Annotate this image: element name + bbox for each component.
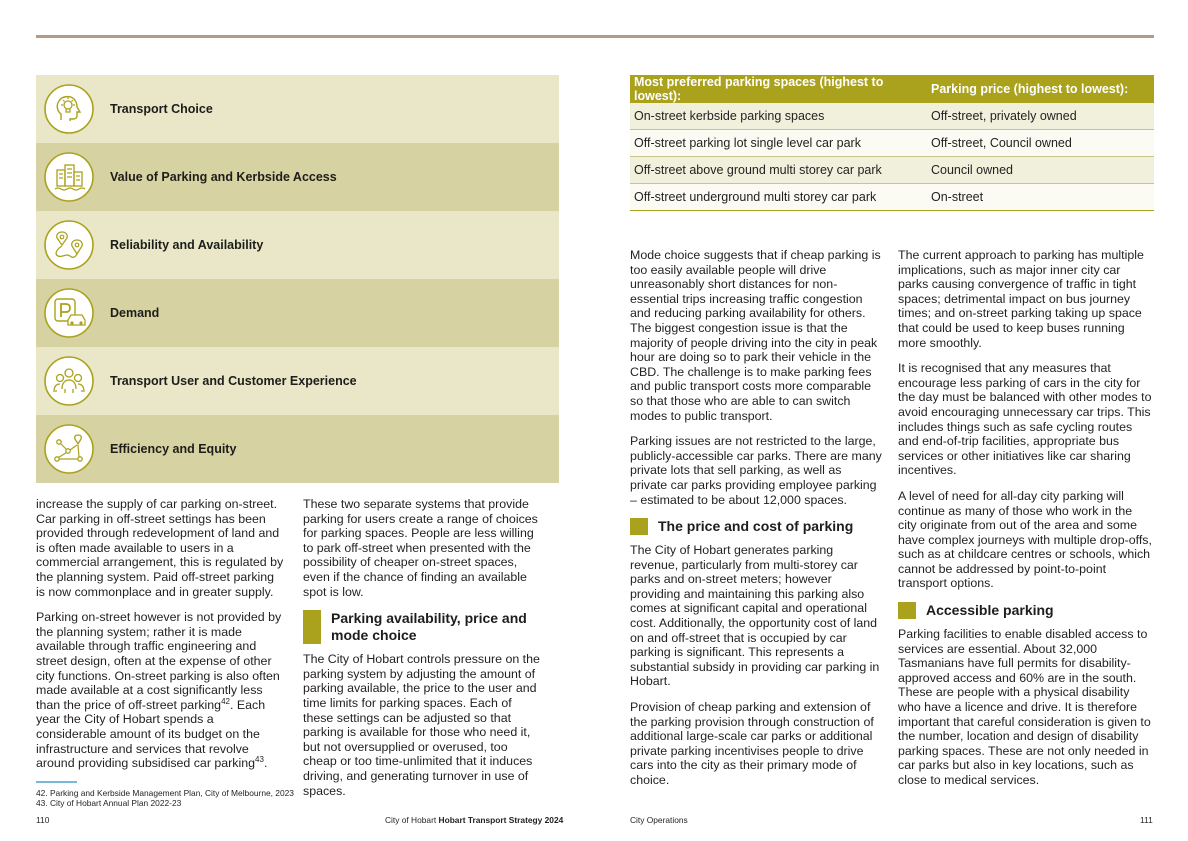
paragraph: Provision of cheap parking and extension of the parking provision through construction of additional large-scale car parks or additional private parking incentivises people to drive cars into the city as their primary mode of choice.	[630, 700, 874, 787]
table-cell: Off-street, Council owned	[927, 130, 1154, 157]
theme-label: Demand	[110, 306, 160, 320]
paragraph: The City of Hobart controls pressure on the parking system by adjusting the amount of parking available, the price to the user and time limits for parking spaces. Each of these settings can be adjusted so that parking is available for those who need it, but not oversupplied or overused, too cheap or too time-unlimited that it induces driving, and generating turnover in use of spaces.	[303, 652, 540, 798]
table-row	[630, 103, 1154, 130]
section-name: City Operations	[630, 815, 688, 825]
section-heading	[630, 518, 882, 535]
theme-label: Reliability and Availability	[110, 238, 264, 252]
paragraph: The current approach to parking has multiple implications, such as major inner city car parks causing convergence of traffic in tight spaces; detrimental impact on bus journey times; and on-street parking taking up space that could be used to keep buses running more smoothly.	[898, 248, 1144, 350]
head-lightbulb-icon	[44, 84, 94, 134]
table-row	[630, 130, 1154, 157]
table-cell: Council owned	[927, 157, 1154, 184]
theme-row-value-of-parking	[36, 143, 559, 211]
table-cell: On-street	[927, 184, 1154, 211]
theme-row-efficiency	[36, 415, 559, 483]
left-page-number: 110	[36, 815, 50, 825]
parking-car-icon	[44, 288, 94, 338]
theme-row-transport-choice	[36, 75, 559, 143]
top-rule	[36, 35, 1154, 38]
heading-accent-bar	[898, 602, 916, 619]
route-pin-icon	[44, 220, 94, 270]
right-column-2	[898, 248, 1154, 799]
theme-label: Transport User and Customer Experience	[110, 374, 357, 388]
table-header-preferred-spaces: Most preferred parking spaces (highest to lowest):	[630, 75, 927, 103]
heading-accent-bar	[303, 610, 321, 644]
network-nodes-icon	[44, 424, 94, 474]
section-heading	[898, 602, 1154, 619]
section-heading	[303, 610, 543, 644]
heading-text: The price and cost of parking	[658, 518, 854, 535]
heading-text: Accessible parking	[926, 602, 1054, 619]
heading-text: Parking availability, price and mode choice	[331, 610, 527, 644]
city-buildings-icon	[44, 152, 94, 202]
paragraph: Parking facilities to enable disabled access to services are essential. About 32,000 Tasmanians have full permits for disability-approved access and 60% are in the south. These are people with a physical disability who have a licence and drive. It is therefore important that careful consideration is given to the number, location and design of disability parking spaces. These are not only needed in car parks but also in key locations, such as close to medical services.	[898, 627, 1151, 787]
paragraph: The City of Hobart generates parking revenue, particularly from multi-storey car parks and on-street meters; however providing and maintaining this parking also comes at significant capital and operational cost. Additionally, the opportunity cost of land on and off-street that is occupied by car parking is significant. This represents a substantial subsidy in providing car parking in Hobart.	[630, 543, 880, 689]
paragraph: Parking on-street however is not provided by the planning system; rather it is made available through traffic engineering and street design, often at the expense of other city functions. On-street parking is also often made available at a cost significantly less than the price of off-street parking$^{42}$. Each year the City of Hobart spends a considerable amount of its budget on the infrastructure and services that revolve around providing subsidised car parking$^{43}$.	[36, 610, 282, 771]
footnote: 42. Parking and Kerbside Management Plan, City of Melbourne, 2023	[36, 788, 294, 798]
footnote-ref: 43	[255, 754, 264, 764]
table-header-row	[630, 75, 1154, 103]
theme-label: Efficiency and Equity	[110, 442, 237, 456]
theme-row-demand	[36, 279, 559, 347]
theme-label: Transport Choice	[110, 102, 213, 116]
theme-label: Value of Parking and Kerbside Access	[110, 170, 337, 184]
paragraph: A level of need for all-day city parking will continue as many of those who work in the city originate from out of the area and some have complex journeys with multiple drop-offs, such as at childcare centres or schools, which cannot be addressed by point-to-point transport options.	[898, 488, 1152, 591]
table-cell: Off-street above ground multi storey car park	[630, 157, 927, 184]
table-cell: Off-street, privately owned	[927, 103, 1154, 130]
paragraph: Mode choice suggests that if cheap parking is too easily available people will drive unreasonably short distances for non-essential trips increasing traffic congestion and reducing parking availability for others. The biggest congestion issue is that the majority of people driving into the city in peak hour are doing so to park their vehicle in the CBD. The challenge is to make parking fees and public transport costs more comparable so that those who are able to can switch modes to public transport.	[630, 248, 881, 423]
footnote-ref: 42	[221, 696, 230, 706]
paragraph: It is recognised that any measures that encourage less parking of cars in the city for the day must be balanced with other modes to avoid encouraging unnecessary car trips. This includes things such as safe cycling routes and end-of-trip facilities, appropriate bus services or other initiatives like car sharing incentives.	[898, 361, 1152, 478]
right-page-number: 111	[1140, 815, 1153, 825]
table-row	[630, 184, 1154, 211]
theme-row-reliability	[36, 211, 559, 279]
left-column-2	[303, 497, 543, 809]
theme-row-customer-experience	[36, 347, 559, 415]
heading-accent-bar	[630, 518, 648, 535]
paragraph: increase the supply of car parking on-street. Car parking in off-street settings has been provided through redevelopment of land and is often made available to users in a commercial arrangement, this is regulated by the planning system. Paid off-street parking is now commonplace and in greater supply.	[36, 497, 284, 599]
paragraph: Parking issues are not restricted to the large, publicly-accessible car parks. There are many private lots that sell parking, as well as private car parks providing employee parking – estimated to be about 12,000 spaces.	[630, 434, 882, 507]
table-cell: On-street kerbside parking spaces	[630, 103, 927, 130]
parking-preference-table	[630, 75, 1154, 211]
table-cell: Off-street underground multi storey car park	[630, 184, 927, 211]
table-row	[630, 157, 1154, 184]
people-group-icon	[44, 356, 94, 406]
footnote: 43. City of Hobart Annual Plan 2022-23	[36, 798, 182, 808]
right-column-1	[630, 248, 882, 799]
paragraph: These two separate systems that provide parking for users create a range of choices for parking spaces. People are less willing to park off-street when presented with the possibility of cheaper on-street spaces, even if the chance of finding an available spot is low.	[303, 497, 538, 599]
table-header-parking-price: Parking price (highest to lowest):	[927, 75, 1154, 103]
table-cell: Off-street parking lot single level car park	[630, 130, 927, 157]
left-column-1	[36, 497, 286, 782]
themes-panel	[36, 75, 559, 483]
document-title: City of Hobart Hobart Transport Strategy 2024	[385, 815, 564, 825]
footnotes	[36, 788, 294, 808]
footnote-rule	[36, 781, 77, 783]
